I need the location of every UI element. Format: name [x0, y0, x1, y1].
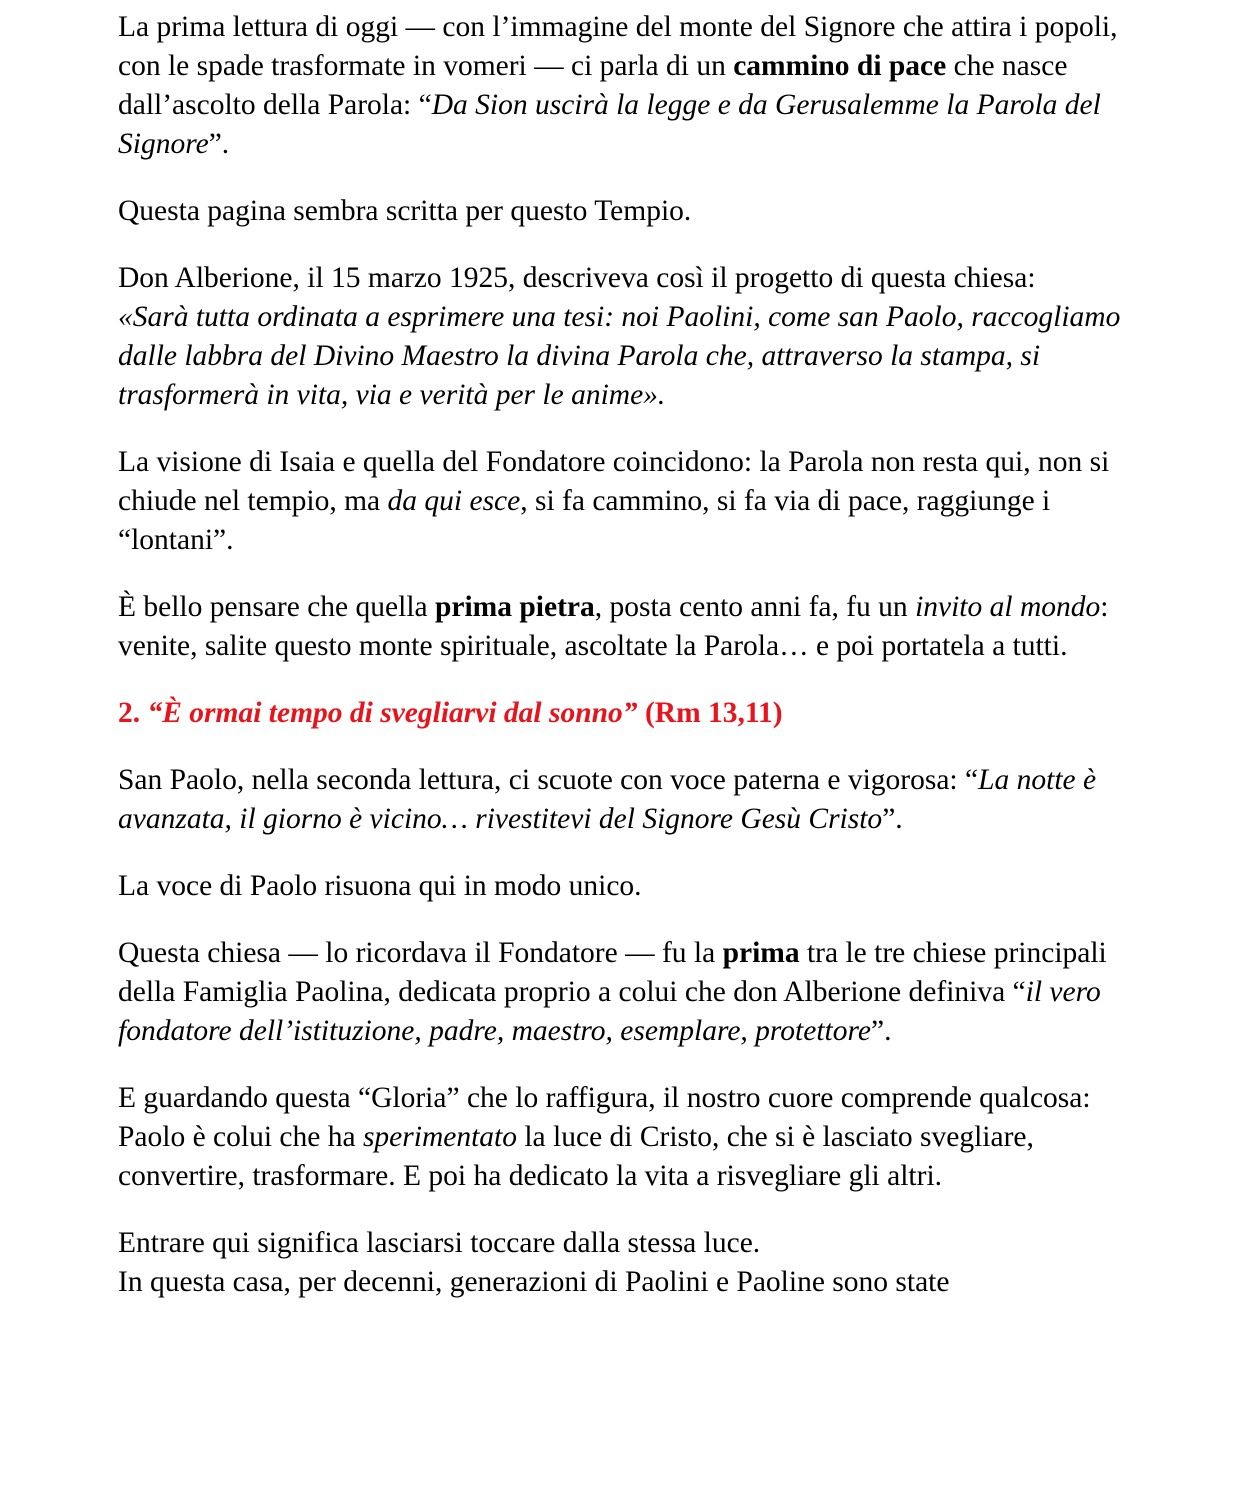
- italic-quote: il vero fondatore dell’istituzione, padre, maestro, esemplare, protettore: [118, 976, 1101, 1047]
- bold-phrase: prima pietra: [434, 591, 595, 623]
- paragraph-voice: La voce di Paolo risuona qui in modo unico.: [118, 870, 642, 902]
- bold-phrase: cammino di pace: [733, 50, 947, 82]
- section-heading: 2. “È ormai tempo di svegliarvi dal sonno” (Rm 13,11): [118, 697, 783, 729]
- paragraph-church: Questa chiesa — lo ricordava il Fondatore — fu la prima tra le tre chiese principali della Famiglia Paolina, dedicata proprio a colui che don Alberione definiva “il vero fondatore dell’istituzione, padre, maestro, esemplare, protettore”.: [118, 937, 1107, 1047]
- paragraph-first-stone: È bello pensare che quella prima pietra, posta cento anni fa, fu un invito al mondo: venite, salite questo monte spirituale, ascoltate la Parola… e poi portatela a tutti.: [118, 591, 1109, 662]
- paragraph-isaia: La visione di Isaia e quella del Fondatore coincidono: la Parola non resta qui, non si chiude nel tempio, ma da qui esce, si fa cammino, si fa via di pace, raggiunge i “lontani”.: [118, 446, 1110, 556]
- paragraph-gloria: E guardando questa “Gloria” che lo raffigura, il nostro cuore comprende qualcosa: Paolo è colui che ha sperimentato la luce di Cristo, che si è lasciato svegliare, convertire, trasformare. E poi ha dedicato la vita a risvegliare gli altri.: [118, 1082, 1091, 1192]
- italic-quote: La notte è avanzata, il giorno è vicino… rivestitevi del Signore Gesù Cristo: [118, 764, 1097, 835]
- paragraph-alberione: Don Alberione, il 15 marzo 1925, descriveva così il progetto di questa chiesa: «Sarà tutta ordinata a esprimere una tesi: noi Paolini, come san Paolo, raccogliamo dalle labbra del Divino Maestro la divina Parola che, attraverso la stampa, si trasformerà in vita, via e verità per le anime».: [118, 262, 1121, 411]
- paragraph-san-paolo: San Paolo, nella seconda lettura, ci scuote con voce paterna e vigorosa: “La notte è avanzata, il giorno è vicino… rivestitevi del Signore Gesù Cristo”.: [118, 764, 1097, 835]
- paragraph-first-reading: La prima lettura di oggi — con l’immagine del monte del Signore che attira i popoli, con le spade trasformate in vomeri — ci parla di un cammino di pace che nasce dall’ascolto della Parola: “Da Sion uscirà la legge e da Gerusalemme la Parola del Signore”.: [118, 11, 1118, 160]
- document-page: [118, 8, 1128, 1302]
- paragraph-enter: Entrare qui significa lasciarsi toccare dalla stessa luce. In questa casa, per decenni, generazioni di Paolini e Paoline sono state: [118, 1227, 950, 1298]
- italic-phrase: sperimentato: [362, 1121, 517, 1153]
- italic-quote: Da Sion uscirà la legge e da Gerusalemme la Parola del Signore: [118, 89, 1101, 160]
- italic-phrase: invito al mondo: [915, 591, 1101, 623]
- bold-phrase: prima: [722, 937, 800, 969]
- alberione-quote: «Sarà tutta ordinata a esprimere una tesi: noi Paolini, come san Paolo, raccogliamo dalle labbra del Divino Maestro la divina Parola che, attraverso la stampa, si trasformerà in vita, via e verità per le anime».: [118, 301, 1121, 411]
- heading-quote: “È ormai tempo di svegliarvi dal sonno”: [147, 697, 638, 729]
- paragraph-temple: Questa pagina sembra scritta per questo Tempio.: [118, 195, 692, 227]
- italic-phrase: da qui esce: [387, 485, 521, 517]
